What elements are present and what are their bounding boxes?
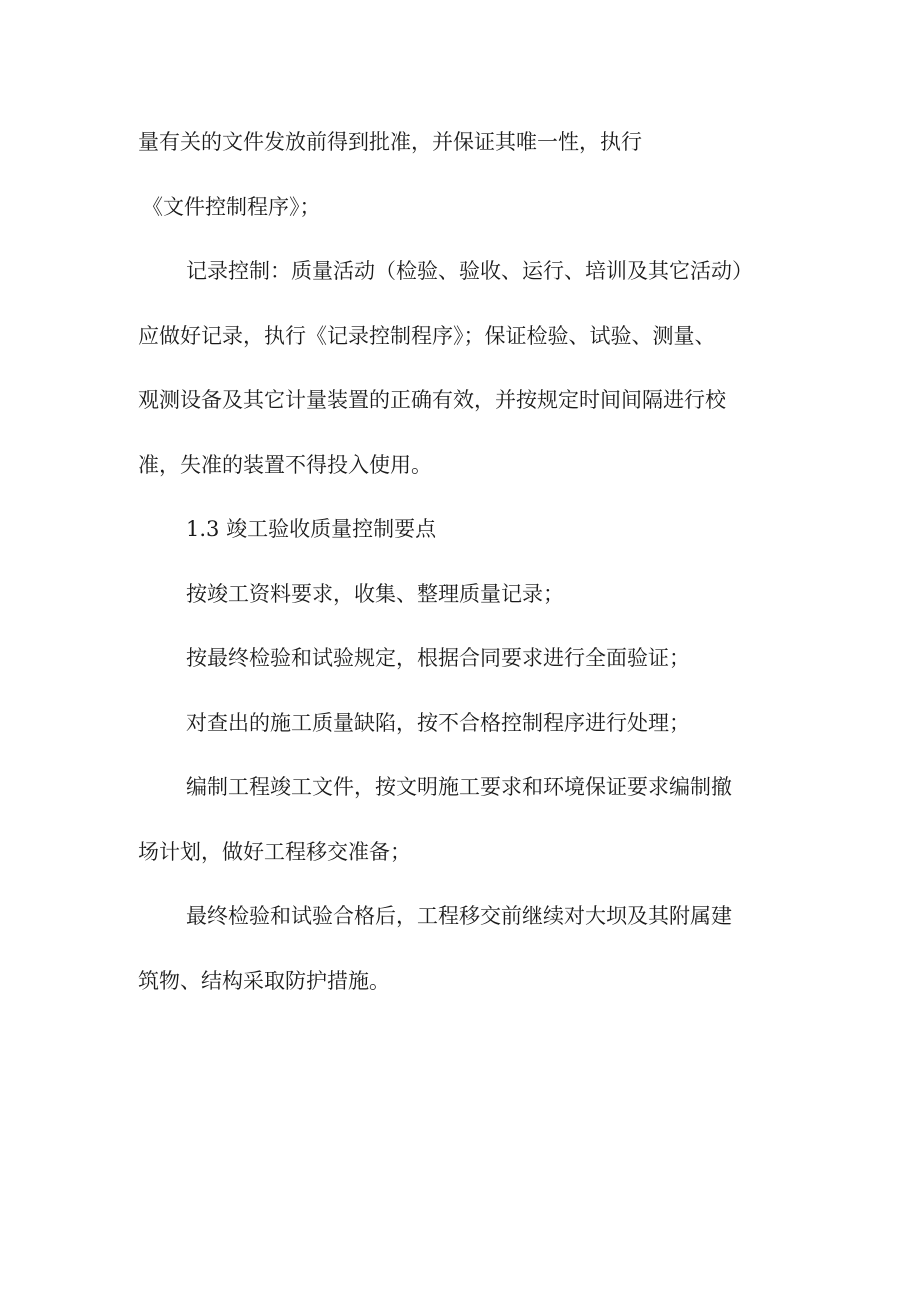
text-line: 应做好记录，执行《记录控制程序》；保证检验、试验、测量、 (138, 323, 716, 348)
section-heading: 1.3 竣工验收质量控制要点 (186, 517, 437, 541)
text-line: 按竣工资料要求，收集、整理质量记录； (186, 581, 564, 606)
text-line: 观测设备及其它计量装置的正确有效，并按规定时间间隔进行校 (138, 388, 726, 412)
text-line: 准，失准的装置不得投入使用。 (138, 452, 432, 477)
text-line: 场计划，做好工程移交准备； (138, 839, 411, 864)
text-line: 筑物、结构采取防护措施。 (138, 968, 390, 993)
text-line-record-control: 记录控制：质量活动（检验、验收、运行、培训及其它活动） (186, 259, 753, 283)
text-line: 最终检验和试验合格后，工程移交前继续对大坝及其附属建 (186, 904, 732, 928)
text-line-doc-control-ref: 《文件控制程序》； (142, 194, 321, 219)
text-line: 编制工程竣工文件，按文明施工要求和环境保证要求编制撤 (186, 775, 732, 799)
text-line-continuation: 量有关的文件发放前得到批准，并保证其唯一性，执行 (138, 130, 642, 154)
text-line: 按最终检验和试验规定，根据合同要求进行全面验证； (186, 646, 690, 670)
text-line: 对查出的施工质量缺陷，按不合格控制程序进行处理； (186, 710, 690, 735)
body-text (138, 122, 798, 1025)
